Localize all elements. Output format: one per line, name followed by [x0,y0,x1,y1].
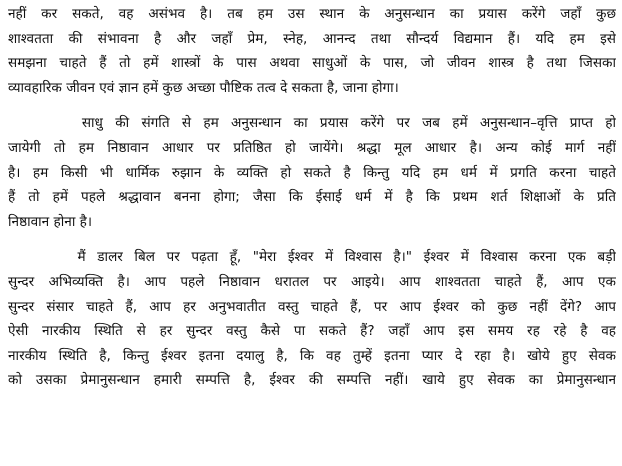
text-line: को उसका प्रेमानुसन्धान हमारी सम्पत्ति है, ईश्वर की सम्पत्ति नहीं। खाये हुए सेवक का प्रेमानुसन्धान [8,372,616,389]
paragraph-spacer [8,234,616,245]
paragraph-3 [8,245,616,393]
text-line: साधु की संगति से हम अनुसन्धान का प्रयास करेंगे पर जब हमें अनुसन्धान–वृत्ति प्राप्त हो [8,115,616,132]
paragraph-spacer [8,100,616,111]
text-line: हैं तो हमें पहले श्रद्धावान बनना होगा; जैसा कि ईसाई धर्म में है कि प्रथम शर्त शिक्षाओं के प्रति [8,189,616,206]
paragraph-2 [8,111,616,234]
text-line: सुन्दर संसार चाहते हैं, आप हर अनुभवातीत वस्तु चाहते हैं, पर आप ईश्वर को कुछ नहीं देंगे? आप [8,298,616,315]
text-line: सुन्दर अभिव्यक्ति है। आप पहले निष्ठावान धरातल पर आइये। आप शाश्वतता चाहते हैं, आप एक [8,273,616,290]
paragraph-1 [8,2,616,100]
text-line: नारकीय स्थिति है, किन्तु ईश्वर इतना दयालु है, कि वह तुम्हें इतना प्यार दे रहा है। खोये हुए सेवक [8,347,616,364]
text-line: मैं डालर बिल पर पढ़ता हूँ, "मेरा ईश्वर में विश्वास है।" ईश्वर में विश्वास करना एक बड़ी [8,249,616,266]
text-line: नहीं कर सकते, वह असंभव है। तब हम उस स्थान के अनुसन्धान का प्रयास करेंगे जहाँ कुछ [8,6,616,22]
text-line: व्यावहारिक जीवन एवं ज्ञान हमें कुछ अच्छा पौष्टिक तत्व दे सकता है, जाना होगा। [8,79,399,96]
text-line: जायेगी तो हम निष्ठावान आधार पर प्रतिष्ठित हो जायेंगे। श्रद्धा मूल आधार है। अन्य कोई मार्ग नहीं [8,139,616,156]
text-line: शाश्वतता की संभावना है और जहाँ प्रेम, स्नेह, आनन्द तथा सौन्दर्य विद्यमान हैं। यदि हम इसे [8,30,616,47]
text-line: समझना चाहते हैं तो हमें शास्त्रों के पास अथवा साधुओं के पास, जो जीवन शास्त्र है तथा जिसका [8,55,616,72]
text-line: निष्ठावान होना है। [8,213,93,230]
text-line: ऐसी नारकीय स्थिति से हर सुन्दर वस्तु कैसे पा सकते हैं? जहाँ आप इस समय रह रहे है वह [8,323,616,340]
text-line: है। हम किसी भी धार्मिक रुझान के व्यक्ति हो सकते है किन्तु यदि हम धर्म में प्रगति करना चाहते [8,164,616,181]
